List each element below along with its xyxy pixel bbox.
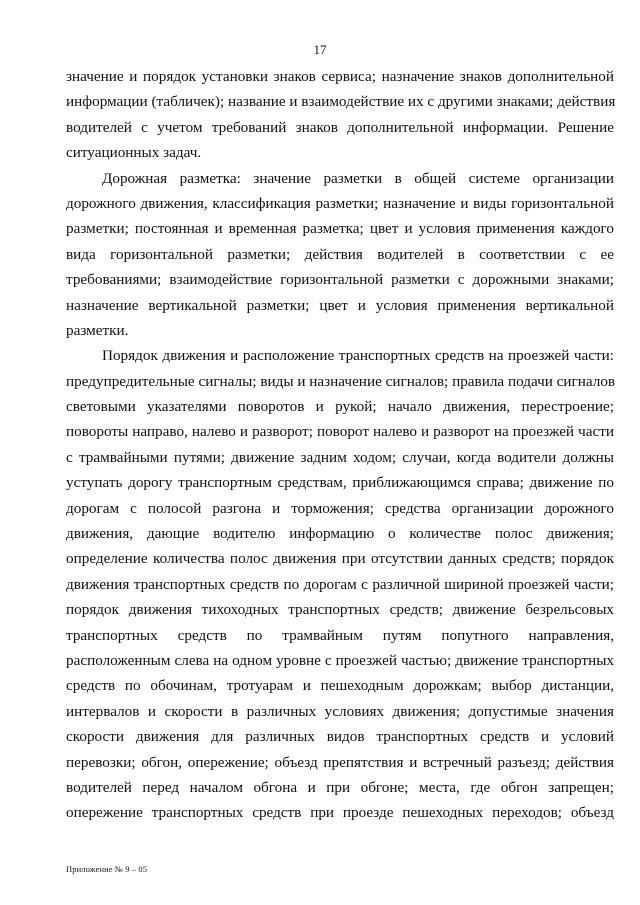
- text-line: информации (табличек); название и взаимодействие их с другими знаками; действия: [66, 93, 616, 111]
- text-line: определение количества полос движения при отсутствии данных средств; порядок: [66, 550, 614, 568]
- text-line: с трамвайными путями; движение задним ходом; случаи, когда водители должны: [66, 448, 614, 466]
- text-line: назначение вертикальной разметки; цвет и условия применения вертикальной: [66, 296, 614, 314]
- text-line: вида горизонтальной разметки; действия водителей в соответствии с ее: [66, 245, 614, 263]
- text-line: средств по обочинам, тротуарам и пешеходным дорожкам; выбор дистанции,: [66, 677, 614, 695]
- document-body: [66, 64, 614, 826]
- text-line: ситуационных задач.: [66, 144, 202, 162]
- text-line: разметки; постоянная и временная разметка; цвет и условия применения каждого: [66, 220, 614, 238]
- text-line: порядок движения тихоходных транспортных средств; движение безрельсовых: [66, 601, 614, 619]
- text-line: транспортных средств по трамвайным путям попутного направления,: [66, 626, 614, 644]
- text-line: расположенным слева на одном уровне с проезжей частью; движение транспортных: [66, 651, 614, 669]
- text-line: Дорожная разметка: значение разметки в общей системе организации: [102, 169, 614, 187]
- text-line: Порядок движения и расположение транспортных средств на проезжей части:: [102, 347, 614, 365]
- text-line: уступать дорогу транспортным средствам, приближающимся справа; движение по: [66, 474, 614, 492]
- page-number: 17: [313, 42, 327, 57]
- text-line: опережение транспортных средств при проезде пешеходных переходов; объезд: [66, 804, 614, 822]
- text-line: требованиями; взаимодействие горизонтальной разметки с дорожными знаками;: [66, 271, 614, 289]
- text-line: дорогам с полосой разгона и торможения; средства организации дорожного: [66, 499, 614, 517]
- text-line: движения, дающие водителю информацию о количестве полос движения;: [66, 525, 614, 543]
- text-line: движения транспортных средств по дорогам с различной шириной проезжей части;: [66, 575, 614, 593]
- text-line: интервалов и скорости в различных условиях движения; допустимые значения: [66, 702, 614, 720]
- text-line: световыми указателями поворотов и рукой; начало движения, перестроение;: [66, 398, 614, 416]
- text-line: водителей перед началом обгона и при обгоне; места, где обгон запрещен;: [66, 778, 614, 796]
- text-line: скорости движения для различных видов транспортных средств и условий: [66, 728, 614, 746]
- text-line: перевозки; обгон, опережение; объезд препятствия и встречный разъезд; действия: [66, 753, 614, 771]
- text-line: водителей с учетом требований знаков дополнительной информации. Решение: [66, 118, 614, 136]
- text-line: дорожного движения, классификация разметки; назначение и виды горизонтальной: [66, 194, 614, 212]
- footer-note: Приложение № 9 – 05: [66, 864, 148, 874]
- text-line: разметки.: [66, 321, 129, 339]
- text-line: значение и порядок установки знаков сервиса; назначение знаков дополнительной: [66, 68, 614, 85]
- text-line: повороты направо, налево и разворот; поворот налево и разворот на проезжей части: [66, 423, 614, 441]
- text-line: предупредительные сигналы; виды и назначение сигналов; правила подачи сигналов: [66, 372, 616, 390]
